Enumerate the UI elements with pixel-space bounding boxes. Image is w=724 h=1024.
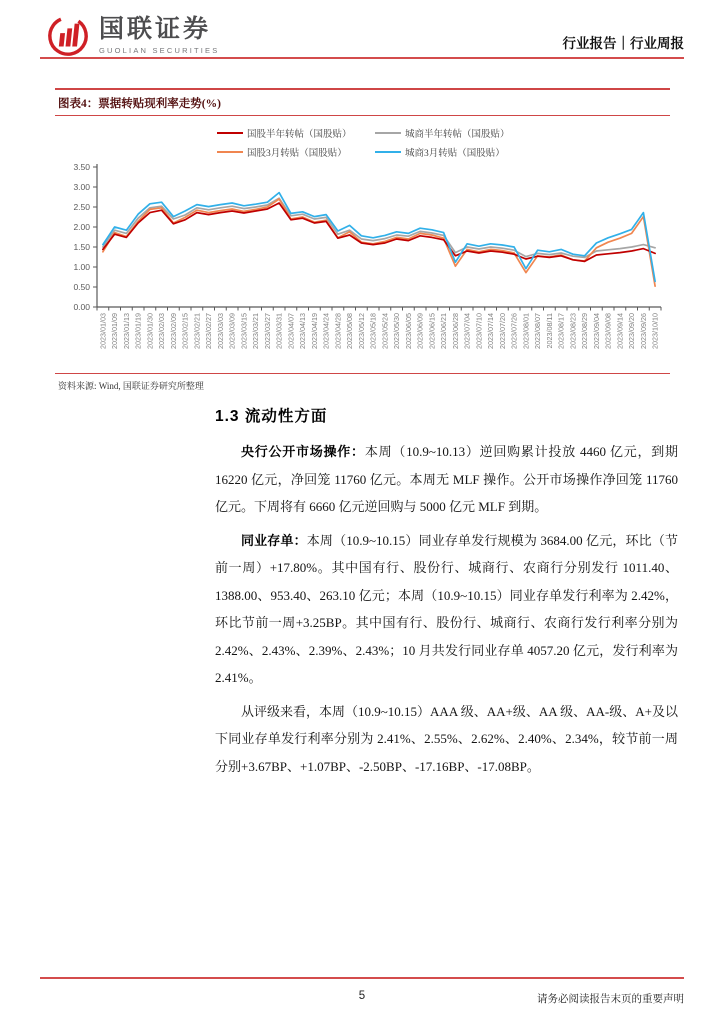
x-tick-label: 2023/09/04 (591, 313, 601, 349)
figure-title: 图表4：票据转贴现利率走势(%) (55, 88, 670, 115)
x-tick-label: 2023/06/05 (403, 313, 413, 349)
x-tick-label: 2023/08/07 (533, 313, 543, 349)
paragraph-ncd-lead: 同业存单： (241, 532, 307, 548)
x-tick-label: 2023/05/08 (345, 313, 355, 349)
x-tick-label: 2023/02/21 (192, 313, 202, 349)
x-tick-label: 2023/04/19 (309, 313, 319, 349)
x-tick-label: 2023/03/09 (227, 313, 237, 349)
series-line (103, 199, 655, 286)
series-line (103, 198, 655, 257)
legend-label: 国股3月转贴（国股贴） (247, 149, 347, 159)
brand-subtitle: GUOLIAN SECURITIES (99, 46, 220, 55)
series-line (103, 203, 655, 261)
x-tick-label: 2023/07/14 (486, 313, 496, 349)
x-tick-label: 2023/02/03 (157, 313, 167, 349)
x-tick-label: 2023/07/10 (474, 313, 484, 349)
x-tick-label: 2023/02/09 (168, 313, 178, 349)
x-tick-label: 2023/09/20 (627, 313, 637, 349)
legend-item (375, 145, 565, 159)
x-tick-label: 2023/08/23 (568, 313, 578, 349)
x-tick-label: 2023/03/31 (274, 313, 284, 349)
legend-label: 城商3月转贴（国股贴） (405, 149, 505, 159)
x-tick-label: 2023/07/04 (462, 313, 472, 349)
x-tick-label: 2023/10/10 (650, 313, 660, 349)
x-tick-label: 2023/07/26 (509, 313, 519, 349)
x-tick-label: 2023/08/01 (521, 313, 531, 349)
footer-disclaimer: 请务必阅读报告末页的重要声明 (537, 994, 684, 1005)
x-tick-label: 2023/03/21 (251, 313, 261, 349)
y-tick-label: 3.50 (73, 162, 90, 172)
x-tick-label: 2023/02/27 (204, 313, 214, 349)
legend-label: 国股半年转帖（国股贴） (247, 130, 352, 140)
x-tick-label: 2023/06/09 (415, 313, 425, 349)
figure-4 (55, 88, 670, 398)
page-number: 5 (358, 990, 366, 1002)
legend-swatch (217, 151, 243, 154)
brand-name: 国联证券 (99, 15, 212, 43)
x-tick-label: 2023/06/15 (427, 313, 437, 349)
legend-swatch (375, 151, 401, 154)
x-tick-label: 2023/02/15 (180, 313, 190, 349)
paragraph-rating (215, 698, 678, 781)
guolian-logo (46, 14, 90, 58)
header-divider (40, 57, 684, 59)
paragraph-omo-lead: 央行公开市场操作： (241, 444, 365, 459)
y-tick-label: 2.50 (73, 202, 90, 212)
y-tick-label: 1.00 (73, 262, 90, 272)
paragraph-omo (215, 438, 678, 521)
x-tick-label: 2023/04/13 (298, 313, 308, 349)
x-tick-label: 2023/08/29 (580, 313, 590, 349)
legend-label: 城商半年转帖（国股贴） (405, 130, 510, 140)
x-tick-label: 2023/06/21 (439, 313, 449, 349)
x-tick-label: 2023/03/15 (239, 313, 249, 349)
x-tick-label: 2023/05/24 (380, 313, 390, 349)
x-tick-label: 2023/05/18 (368, 313, 378, 349)
legend-item (217, 126, 375, 140)
legend-item (375, 126, 565, 140)
paragraph-ncd (215, 527, 678, 692)
x-tick-label: 2023/01/03 (98, 313, 108, 349)
body-text (215, 438, 678, 786)
chart-legend (55, 116, 670, 161)
y-tick-label: 3.00 (73, 182, 90, 192)
x-tick-label: 2023/05/12 (356, 313, 366, 349)
x-tick-label: 2023/04/24 (321, 313, 331, 349)
x-tick-label: 2023/01/09 (110, 313, 120, 349)
y-tick-label: 1.50 (73, 242, 90, 252)
series-line (103, 193, 655, 282)
legend-swatch (375, 132, 401, 135)
x-tick-label: 2023/05/30 (392, 313, 402, 349)
legend-item (217, 145, 375, 159)
x-tick-label: 2023/01/19 (133, 313, 143, 349)
x-tick-label: 2023/09/14 (615, 313, 625, 349)
brand (46, 14, 219, 58)
x-tick-label: 2023/01/13 (121, 313, 131, 349)
paragraph-ncd-text: 本周（10.9~10.15）同业存单发行规模为 3684.00 亿元，环比（节前一周）+17.80%。其中国有行、股份行、城商行、农商行分别发行 1011.40、1388.00、953.40、263.10 亿元；本周（10.9~10.15）同业存单发行利率为 2.42%，环比节前一周+3.25BP。其中国有行、股份行、城商行、农商行发行利率分别为 2.42%、2.43%、2.39%、2.43%；10 月共发行同业存单 4057.20 亿元，发行利率为 2.41%。 (215, 532, 678, 685)
x-tick-label: 2023/09/26 (638, 313, 648, 349)
x-tick-label: 2023/07/20 (497, 313, 507, 349)
legend-swatch (217, 132, 243, 135)
x-tick-label: 2023/01/30 (145, 313, 155, 349)
x-tick-label: 2023/08/17 (556, 313, 566, 349)
x-tick-label: 2023/03/27 (262, 313, 272, 349)
y-tick-label: 2.00 (73, 222, 90, 232)
x-tick-label: 2023/03/03 (215, 313, 225, 349)
section-heading: 1.3 流动性方面 (215, 408, 328, 425)
y-tick-label: 0.00 (73, 302, 90, 312)
x-tick-label: 2023/06/28 (450, 313, 460, 349)
y-tick-label: 0.50 (73, 282, 90, 292)
report-type: 行业报告｜行业周报 (562, 36, 684, 51)
x-tick-label: 2023/08/11 (544, 313, 554, 349)
x-tick-label: 2023/04/28 (333, 313, 343, 349)
x-tick-label: 2023/04/07 (286, 313, 296, 349)
rate-line-chart (55, 161, 670, 373)
paragraph-rating-text: 从评级来看，本周（10.9~10.15）AAA 级、AA+级、AA 级、AA-级、A+及以下同业存单发行利率分别为 2.41%、2.55%、2.62%、2.40%、2.34%，较节前一周分别+3.67BP、+1.07BP、-2.50BP、-17.16BP、-17.08BP。 (215, 703, 678, 774)
footer-divider (40, 977, 684, 979)
figure-source: 资料来源: Wind, 国联证券研究所整理 (58, 381, 204, 391)
x-tick-label: 2023/09/08 (603, 313, 613, 349)
paragraph-omo-text: 本周（10.9~10.13）逆回购累计投放 4460 亿元，到期 16220 亿元，净回笼 11760 亿元。本周无 MLF 操作。公开市场操作净回笼 11760 亿元。下周将有 6660 亿元逆回购与 5000 亿元 MLF 到期。 (215, 444, 678, 514)
